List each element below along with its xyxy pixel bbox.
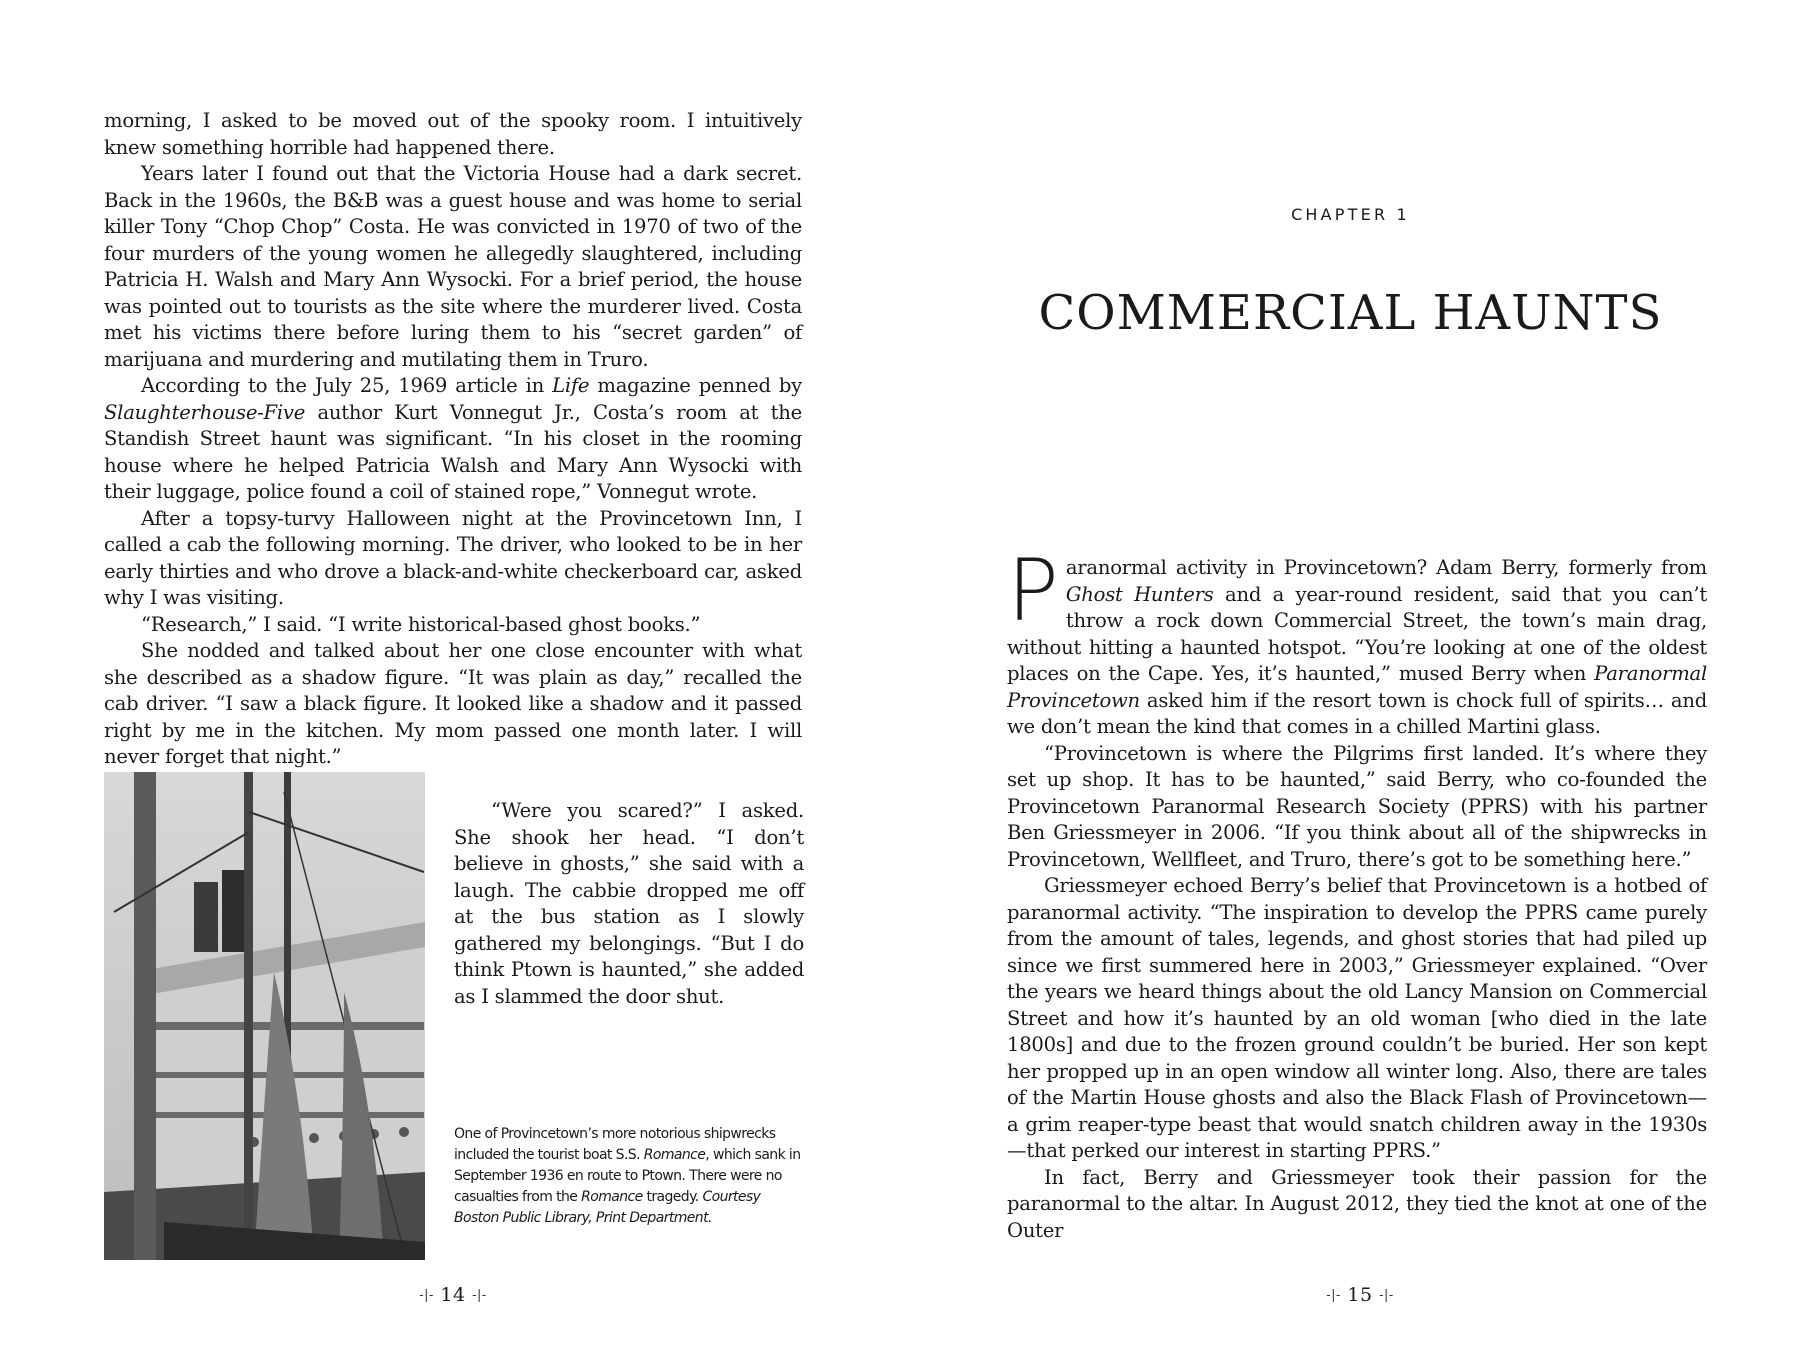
text-run: magazine penned by [589,374,802,397]
caption-text: tragedy. [642,1189,703,1205]
page-number-value: 15 [1347,1284,1373,1306]
paragraph: In fact, Berry and Griessmeyer took their passion for the paranormal to the altar. In August 2012, they tied the knot at one of the Outer [1007,1165,1707,1242]
text-run: aranormal activity in Provincetown? Adam Berry, formerly from [1065,556,1707,579]
ship-image-icon [104,772,425,1260]
paragraph [104,373,802,506]
ornament-icon: -|- [1326,1288,1341,1303]
ship-photograph [104,772,425,1260]
ornament-icon: -|- [472,1288,487,1303]
right-body-text [1007,541,1707,1244]
paragraph: “Were you scared?” I asked. She shook her head. “I don’t believe in ghosts,” she said with a laugh. The cabbie dropped me off at the bus station as I slowly gathered my belongings. “But I do think Ptown is haunted,” she added as I slammed the door shut. [454,799,804,1008]
page-number [1280,1284,1440,1306]
chapter-title: COMMERCIAL HAUNTS [1038,285,1663,341]
text-run: According to the July 25, 1969 article in [141,374,553,397]
opening-paragraph [1007,541,1707,741]
ship-name: Romance [643,1147,706,1163]
book-title: Paranormal Provincetown [1007,662,1707,712]
show-title: Ghost Hunters [1065,582,1214,606]
paragraph: morning, I asked to be moved out of the spooky room. I intuitively knew something horrible had happened there. [104,109,802,159]
paragraph: Years later I found out that the Victoria House had a dark secret. Back in the 1960s, the B&B was a guest house and was home to serial killer Tony “Chop Chop” Costa. He was convicted in 1970 of two of the four murders of the young women he allegedly slaughtered, including Patricia H. Walsh and Mary Ann Wysocki. For a brief period, the house was pointed out to tourists as the site where the murderer lived. Costa met his victims there before luring them to his “secret garden” of marijuana and murdering and mutilating them in Truro. [104,162,802,371]
ornament-icon: -|- [1379,1288,1394,1303]
page-number [373,1284,533,1306]
book-title: Slaughterhouse-Five [104,400,306,424]
drop-cap: P [1007,541,1059,641]
photo-caption [454,1124,804,1229]
paragraph: After a topsy-turvy Halloween night at the Provincetown Inn, I called a cab the following morning. The driver, who looked to be in her early thirties and who drove a black-and-white checkerboard car, asked why I was visiting. [104,506,802,609]
left-body-text [104,108,802,771]
chapter-label: CHAPTER 1 [1291,205,1410,224]
text-run: and a year-round resident, said that you can’t throw a rock down Commercial Street, the town’s main drag, without hitting a haunted hotspot. “You’re looking at one of the oldest places on the Cape. Yes, it’s haunted,” mused Berry when [1007,582,1707,685]
ornament-icon: -|- [419,1288,434,1303]
text-run: author Kurt Vonnegut Jr., Costa’s room at the Standish Street haunt was significant. “In his closet in the rooming house where he helped Patricia Walsh and Mary Ann Wysocki with their luggage, police found a coil of stained rope,” Vonnegut wrote. [104,400,802,503]
page-number-value: 14 [440,1284,466,1306]
paragraph: She nodded and talked about her one close encounter with what she described as a shadow figure. “It was plain as day,” recalled the cab driver. “I saw a black figure. It looked like a shadow and it passed right by me in the kitchen. My mom passed one month later. I will never forget that night.” [104,639,802,768]
left-page [0,0,900,1350]
ship-name: Romance [581,1189,643,1205]
paragraph: “Provincetown is where the Pilgrims first landed. It’s where they set up shop. It has to be haunted,” said Berry, who co-founded the Provincetown Paranormal Research Society (PPRS) with his partner Ben Griessmeyer in 2006. “If you think about all of the shipwrecks in Provincetown, Wellfleet, and Truro, there’s got to be something here.” [1007,741,1707,871]
caption-text: One of Provincetown’s more notorious shipwrecks included the tourist boat S.S. [454,1126,776,1163]
right-page [900,0,1801,1350]
magazine-title: Life [552,374,590,397]
text-run: asked him if the resort town is chock full of spirits… and we don’t mean the kind that comes in a chilled Martini glass. [1007,688,1707,738]
caption-text: , which sank in September 1936 en route to Ptown. There were no casualties from the [454,1147,801,1205]
wrapped-paragraph [454,798,804,1010]
paragraph: Griessmeyer echoed Berry’s belief that Provincetown is a hotbed of paranormal activity. “The inspiration to develop the PPRS came purely from the amount of tales, legends, and ghost stories that had piled up since we first summered here in 2003,” Griessmeyer explained. “Over the years we heard things about the old Lancy Mansion on Commercial Street and how it’s haunted by an old woman [who died in the late 1800s] and due to the frozen ground couldn’t be buried. Her son kept her propped up in an open window all winter long. Also, there are tales of the Martin House ghosts and also the Black Flash of Provincetown—a grim reaper-type beast that would snatch children away in the 1930s—that perked our interest in starting PPRS.” [1007,874,1707,1162]
photo-credit: Courtesy Boston Public Library, Print Department. [454,1189,761,1226]
paragraph: “Research,” I said. “I write historical-based ghost books.” [141,612,701,636]
